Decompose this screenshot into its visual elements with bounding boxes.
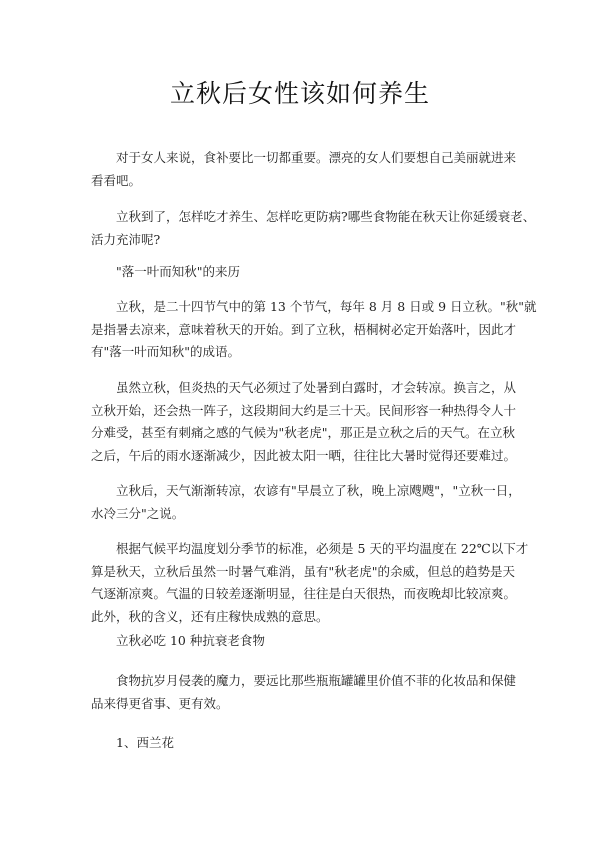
text-line: 虽然立秋，但炎热的天气必须过了处暑到白露时，才会转凉。换言之，从: [91, 380, 517, 395]
text-line: 立秋必吃 10 种抗衰老食物: [91, 633, 265, 648]
page-title: 立秋后女性该如何养生: [169, 79, 430, 108]
text-line: "落一叶而知秋"的来历: [91, 264, 240, 279]
text-line: 食物抗岁月侵袭的魔力，要远比那些瓶瓶罐罐里价值不菲的化妆品和保健: [91, 673, 517, 688]
text-line: 气逐渐凉爽。气温的日较差逐渐明显，往往是白天很热，而夜晚却比较凉爽。: [91, 586, 517, 601]
text-line: 有"落一叶而知秋"的成语。: [91, 344, 240, 359]
section-heading-origin: [91, 261, 525, 284]
paragraph-intro: [91, 147, 525, 192]
text-line: 之后，午后的雨水逐渐减少，因此被太阳一晒，往往比大暑时觉得还要难过。: [91, 447, 517, 463]
text-line: 此外，秋的含义，还有庄稼快成熟的意思。: [91, 608, 329, 624]
text-line: 立秋，是二十四节气中的第 13 个节气，每年 8 月 8 日或 9 日立秋。"秋"就: [91, 299, 537, 314]
text-line: 立秋到了，怎样吃才养生、怎样吃更防病?哪些食物能在秋天让你延缓衰老、: [91, 209, 536, 224]
paragraph-temperature-standard: [91, 538, 529, 628]
text-line: 算是秋天，立秋后虽然一时暑气难消，虽有"秋老虎"的余威，但总的趋势是天: [91, 563, 516, 579]
list-item-broccoli: [91, 732, 525, 755]
paragraph-foods-intro: [91, 670, 525, 715]
paragraph-question: [91, 206, 536, 251]
paragraph-proverb: [91, 480, 525, 525]
paragraph-autumn-tiger: [91, 377, 525, 467]
text-line: 品来得更省事、更有效。: [91, 695, 229, 711]
text-line: 水冷三分"之说。: [91, 505, 185, 521]
text-line: 对于女人来说，食补要比一切都重要。漂亮的女人们要想自己美丽就进来: [91, 150, 517, 165]
text-line: 1、西兰花: [91, 735, 174, 750]
text-line: 分难受，甚至有刺痛之感的气候为"秋老虎"，那正是立秋之后的天气。在立秋: [91, 425, 516, 440]
text-line: 活力充沛呢?: [91, 231, 161, 247]
text-line: 立秋后，天气渐渐转凉，农谚有"早晨立了秋，晚上凉飕飕"，"立秋一日，: [91, 483, 521, 498]
text-line: 看看吧。: [91, 172, 142, 188]
text-line: 根据气候平均温度划分季节的标准，必须是 5 天的平均温度在 22℃以下才: [91, 541, 529, 556]
paragraph-liqiu-definition: [91, 296, 537, 364]
text-line: 立秋开始，还会热一阵子，这段期间大约是三十天。民间形容一种热得令人十: [91, 402, 517, 418]
text-line: 是指暑去凉来，意味着秋天的开始。到了立秋，梧桐树必定开始落叶，因此才: [91, 321, 517, 337]
section-heading-foods: [91, 630, 525, 653]
